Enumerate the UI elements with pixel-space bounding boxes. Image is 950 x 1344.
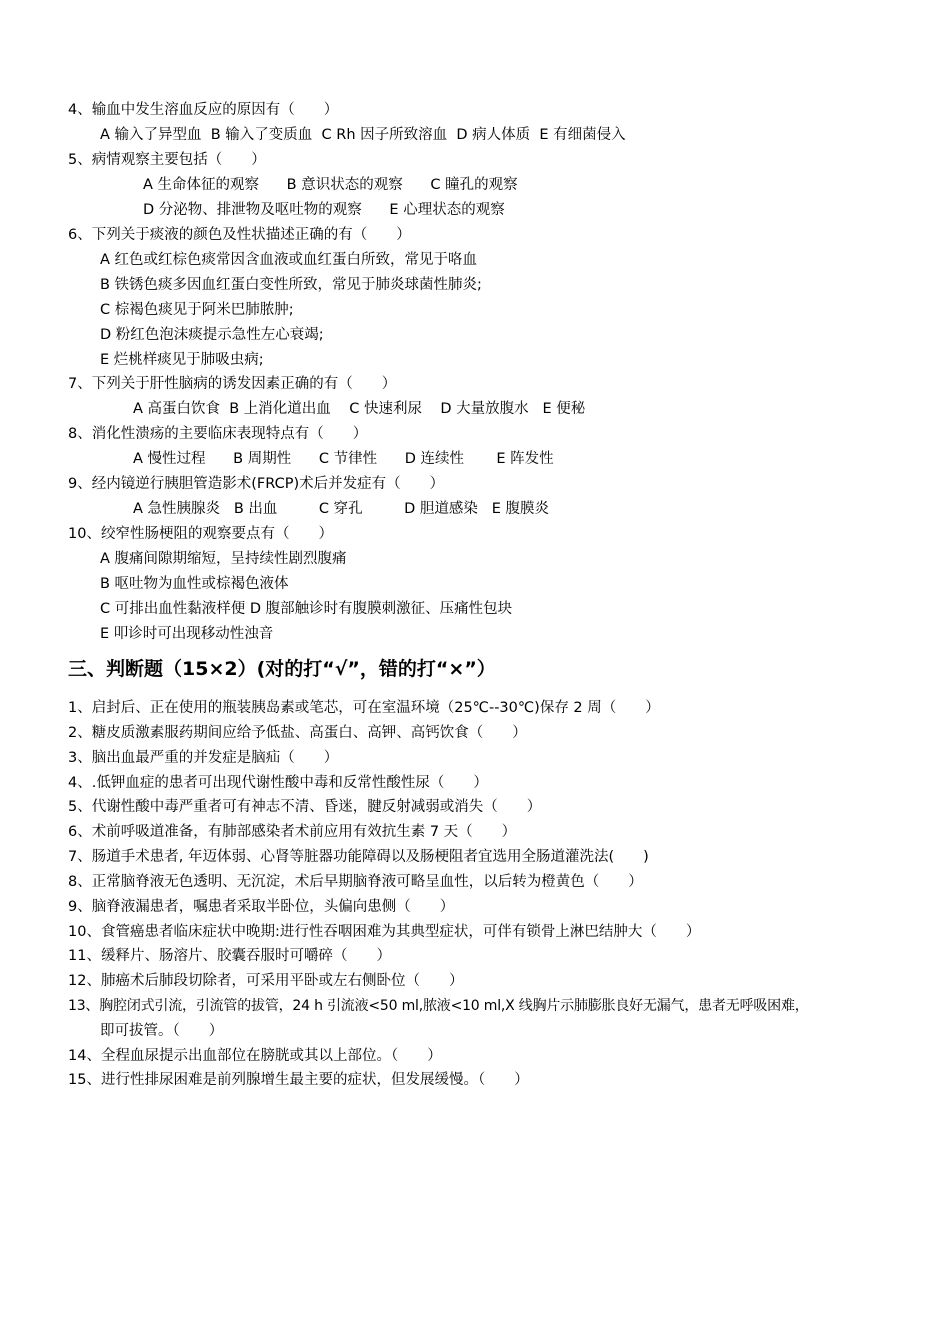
tf-item-9: 9、脑脊液漏患者，嘱患者采取半卧位，头偏向患侧（ ） [68,899,455,915]
tf-item-15: 15、进行性排尿困难是前列腺增生最主要的症状，但发展缓慢。（ ） [68,1072,529,1088]
tf-item-3: 3、脑出血最严重的并发症是脑疝（ ） [68,750,339,766]
question-6-stem: 6、下列关于痰液的颜色及性状描述正确的有（ ） [68,227,411,243]
question-9-stem: 9、经内镜逆行胰胆管造影术(FRCP)术后并发症有（ ） [68,476,445,492]
section-3-heading: 三、判断题（15×2）(对的打“√”，错的打“×”） [68,658,496,680]
tf-item-8: 8、正常脑脊液无色透明、无沉淀，术后早期脑脊液可略呈血性，以后转为橙黄色（ ） [68,874,643,890]
question-10-option-b: B 呕吐物为血性或棕褐色液体 [100,576,289,592]
question-7-stem: 7、下列关于肝性脑病的诱发因素正确的有（ ） [68,376,397,392]
tf-item-5: 5、代谢性酸中毒严重者可有神志不清、昏迷，腱反射减弱或消失（ ） [68,799,542,815]
tf-item-13-line-1: 13、胸腔闭式引流，引流管的拔管，24 h 引流液<50 ml,脓液<10 ml,X 线胸片示肺膨胀良好无漏气，患者无呼吸困难， [68,998,809,1014]
question-7-options: A 高蛋白饮食 B 上消化道出血 C 快速利尿 D 大量放腹水 E 便秘 [133,401,586,417]
question-4-options: A 输入了异型血 B 输入了变质血 C Rh 因子所致溶血 D 病人体质 E 有细菌侵入 [100,127,626,143]
tf-item-1: 1、启封后、正在使用的瓶装胰岛素或笔芯，可在室温环境（25℃--30℃)保存 2 周（ ） [68,700,660,716]
question-8-stem: 8、消化性溃疡的主要临床表现特点有（ ） [68,426,368,442]
question-9-options: A 急性胰腺炎 B 出血 C 穿孔 D 胆道感染 E 腹膜炎 [133,501,549,517]
tf-item-2: 2、糖皮质激素服药期间应给予低盐、高蛋白、高钾、高钙饮食（ ） [68,725,527,741]
tf-item-10: 10、食管癌患者临床症状中晚期:进行性吞咽困难为其典型症状，可伴有锁骨上淋巴结肿大（ ） [68,924,701,940]
question-10-option-a: A 腹痛间隙期缩短，呈持续性剧烈腹痛 [100,551,347,567]
tf-item-11: 11、缓释片、肠溶片、胶囊吞服时可嚼碎（ ） [68,948,391,964]
question-4-stem: 4、输血中发生溶血反应的原因有（ ） [68,102,339,118]
question-5-options-1: A 生命体征的观察 B 意识状态的观察 C 瞳孔的观察 [143,177,518,193]
tf-item-4: 4、.低钾血症的患者可出现代谢性酸中毒和反常性酸性尿（ ） [68,775,488,791]
tf-item-6: 6、术前呼吸道准备，有肺部感染者术前应用有效抗生素 7 天（ ） [68,824,517,840]
question-10-option-e: E 叩诊时可出现移动性浊音 [100,626,274,642]
question-8-options: A 慢性过程 B 周期性 C 节律性 D 连续性 E 阵发性 [133,451,554,467]
question-5-options-2: D 分泌物、排泄物及呕吐物的观察 E 心理状态的观察 [143,202,505,218]
question-6-option-d: D 粉红色泡沫痰提示急性左心衰竭; [100,327,324,343]
tf-item-13-line-2: 即可拔管。（ ） [100,1023,224,1039]
tf-item-14: 14、全程血尿提示出血部位在膀胱或其以上部位。（ ） [68,1048,442,1064]
question-10-stem: 10、绞窄性肠梗阻的观察要点有（ ） [68,526,333,542]
question-5-stem: 5、病情观察主要包括（ ） [68,152,266,168]
tf-item-7: 7、肠道手术患者, 年迈体弱、心肾等脏器功能障碍以及肠梗阻者宜选用全肠道灌洗法( ) [68,849,649,865]
question-10-option-cd: C 可排出血性黏液样便 D 腹部触诊时有腹膜刺激征、压痛性包块 [100,601,513,617]
tf-item-12: 12、肺癌术后肺段切除者，可采用平卧或左右侧卧位（ ） [68,973,464,989]
question-6-option-e: E 烂桃样痰见于肺吸虫病; [100,352,264,368]
question-6-option-c: C 棕褐色痰见于阿米巴肺脓肿; [100,302,294,318]
question-6-option-b: B 铁锈色痰多因血红蛋白变性所致，常见于肺炎球菌性肺炎; [100,277,482,293]
question-6-option-a: A 红色或红棕色痰常因含血液或血红蛋白所致，常见于咯血 [100,252,478,268]
